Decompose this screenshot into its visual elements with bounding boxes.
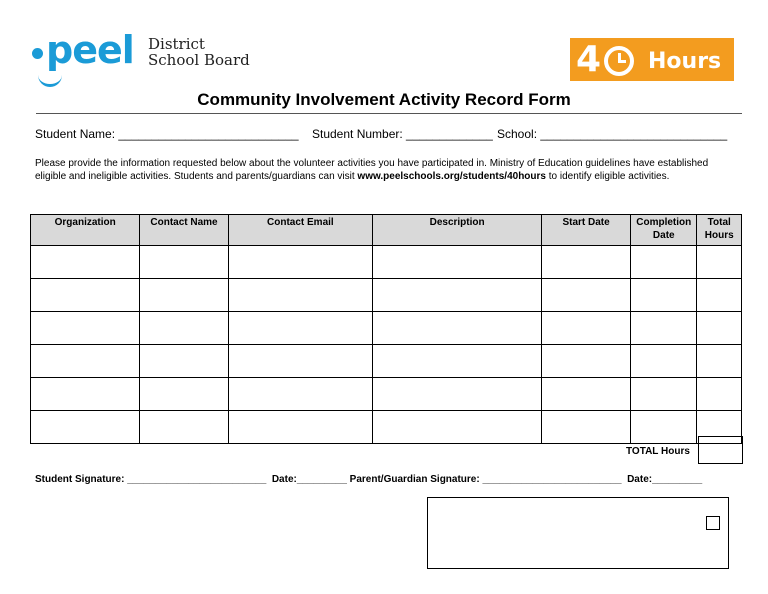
header-description: Description (373, 215, 542, 246)
intro-link[interactable]: www.peelschools.org/students/40hours (357, 171, 546, 182)
signature-line (35, 474, 702, 485)
instructions-paragraph (35, 157, 741, 183)
badge-number: 4 (576, 39, 602, 80)
cell-organization[interactable] (31, 312, 140, 345)
logo-brand: peel (46, 28, 134, 72)
office-use-box (427, 497, 729, 569)
cell-description[interactable] (373, 411, 542, 444)
table-row (31, 279, 742, 312)
parent-signature-field[interactable]: Parent/Guardian Signature: _________________________ (349, 474, 622, 485)
badge-word: Hours (648, 49, 722, 74)
cell-total-hours[interactable] (697, 312, 742, 345)
cell-completion-date[interactable] (631, 345, 697, 378)
total-hours-input[interactable] (698, 436, 743, 464)
logo-dot-icon (32, 48, 43, 59)
cell-contact-email[interactable] (228, 312, 373, 345)
header-organization: Organization (31, 215, 140, 246)
logo-smile-icon (38, 72, 62, 87)
student-date-field[interactable]: Date:_________ (271, 474, 347, 485)
cell-contact-name[interactable] (140, 312, 228, 345)
cell-contact-name[interactable] (140, 279, 228, 312)
cell-contact-email[interactable] (228, 411, 373, 444)
peel-logo (30, 30, 260, 92)
parent-date-field[interactable]: Date:_________ (627, 474, 703, 485)
cell-description[interactable] (373, 279, 542, 312)
cell-total-hours[interactable] (697, 246, 742, 279)
cell-start-date[interactable] (542, 345, 631, 378)
cell-organization[interactable] (31, 411, 140, 444)
cell-description[interactable] (373, 312, 542, 345)
clock-icon (604, 46, 634, 76)
cell-contact-email[interactable] (228, 345, 373, 378)
cell-contact-name[interactable] (140, 411, 228, 444)
district-line1: District (148, 35, 205, 53)
cell-start-date[interactable] (542, 378, 631, 411)
table-header-row (31, 215, 742, 246)
cell-contact-name[interactable] (140, 246, 228, 279)
cell-completion-date[interactable] (631, 411, 697, 444)
table-row (31, 378, 742, 411)
cell-start-date[interactable] (542, 246, 631, 279)
header-completion-date: Completion Date (631, 215, 697, 246)
table-body (31, 246, 742, 444)
cell-organization[interactable] (31, 378, 140, 411)
cell-completion-date[interactable] (631, 312, 697, 345)
cell-completion-date[interactable] (631, 378, 697, 411)
intro-text-a: Please provide the information requested below about the volunteer activities you have participated in. Ministry of Education guidelines have established eligible and ineligible activities. Students and parents/guardians can visit (35, 158, 709, 182)
cell-total-hours[interactable] (697, 345, 742, 378)
school-field[interactable]: School: ____________________________ (497, 127, 728, 141)
table-row (31, 411, 742, 444)
form-title: Community Involvement Activity Record Form (197, 90, 571, 109)
cell-completion-date[interactable] (631, 279, 697, 312)
cell-organization[interactable] (31, 279, 140, 312)
cell-completion-date[interactable] (631, 246, 697, 279)
cell-contact-name[interactable] (140, 378, 228, 411)
table-row (31, 312, 742, 345)
cell-contact-email[interactable] (228, 378, 373, 411)
intro-text-b: to identify eligible activities. (545, 171, 670, 182)
cell-start-date[interactable] (542, 312, 631, 345)
table-row (31, 345, 742, 378)
cell-organization[interactable] (31, 246, 140, 279)
district-name (148, 36, 250, 68)
cell-description[interactable] (373, 246, 542, 279)
cell-organization[interactable] (31, 345, 140, 378)
cell-description[interactable] (373, 345, 542, 378)
cell-description[interactable] (373, 378, 542, 411)
total-hours-label: TOTAL Hours (626, 446, 690, 457)
header-contact-name: Contact Name (140, 215, 228, 246)
district-line2: School Board (148, 51, 250, 69)
cell-contact-email[interactable] (228, 279, 373, 312)
cell-start-date[interactable] (542, 411, 631, 444)
checkbox[interactable] (706, 516, 720, 530)
cell-start-date[interactable] (542, 279, 631, 312)
table-row (31, 246, 742, 279)
cell-contact-name[interactable] (140, 345, 228, 378)
activity-table (30, 214, 742, 444)
cell-total-hours[interactable] (697, 279, 742, 312)
student-number-field[interactable]: Student Number: _____________ (312, 127, 493, 141)
cell-contact-email[interactable] (228, 246, 373, 279)
header-start-date: Start Date (542, 215, 631, 246)
header-total-hours: Total Hours (697, 215, 742, 246)
40-hours-badge (570, 38, 734, 81)
title-divider (36, 113, 742, 114)
student-signature-field[interactable]: Student Signature: _________________________ (35, 474, 267, 485)
header-contact-email: Contact Email (228, 215, 373, 246)
student-name-field[interactable]: Student Name: ___________________________ (35, 127, 299, 141)
cell-total-hours[interactable] (697, 378, 742, 411)
